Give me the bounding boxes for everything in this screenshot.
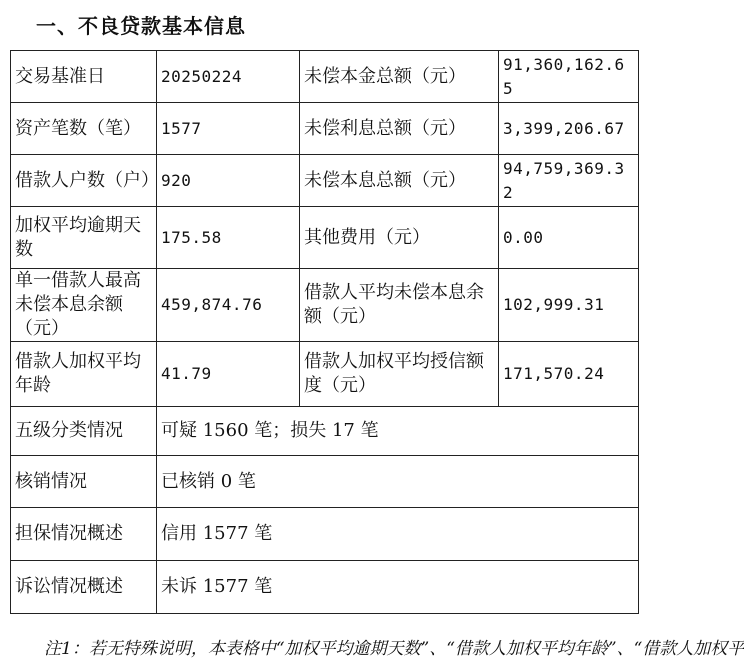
row-value: 41.79: [157, 342, 300, 407]
row-label: 交易基准日: [11, 51, 157, 103]
row-value: 可疑 1560 笔；损失 17 笔: [157, 407, 639, 456]
footnote: 注1：若无特殊说明，本表格中“加权平均逾期天数”、“借款人加权平均年龄”、“借款人加权平: [44, 639, 744, 659]
row-label: 借款人加权平均年龄: [11, 342, 157, 407]
row-value: 3,399,206.67: [499, 103, 639, 155]
table-row: [11, 155, 639, 207]
row-value: 信用 1577 笔: [157, 508, 639, 561]
row-value: 920: [157, 155, 300, 207]
row-label: 五级分类情况: [11, 407, 157, 456]
table-row: [11, 207, 639, 269]
row-label: 未偿本金总额（元）: [300, 51, 499, 103]
table-row: [11, 407, 639, 456]
row-value: 102,999.31: [499, 269, 639, 342]
row-value: 1577: [157, 103, 300, 155]
table-row: [11, 103, 639, 155]
loan-info-table: [10, 50, 639, 614]
row-label: 担保情况概述: [11, 508, 157, 561]
table-row: [11, 561, 639, 614]
row-label: 加权平均逾期天数: [11, 207, 157, 269]
row-label: 其他费用（元）: [300, 207, 499, 269]
row-value: 已核销 0 笔: [157, 456, 639, 508]
table-row: [11, 508, 639, 561]
row-label: 借款人户数（户）: [11, 155, 157, 207]
row-label: 借款人加权平均授信额度（元）: [300, 342, 499, 407]
table-row: [11, 51, 639, 103]
row-value: 0.00: [499, 207, 639, 269]
row-value: 91,360,162.65: [499, 51, 639, 103]
row-label: 未偿本息总额（元）: [300, 155, 499, 207]
row-value: 94,759,369.32: [499, 155, 639, 207]
row-label: 诉讼情况概述: [11, 561, 157, 614]
table-row: [11, 269, 639, 342]
row-value: 175.58: [157, 207, 300, 269]
row-label: 资产笔数（笔）: [11, 103, 157, 155]
row-value: 171,570.24: [499, 342, 639, 407]
row-label: 单一借款人最高未偿本息余额（元）: [11, 269, 157, 342]
section-title: 一、不良贷款基本信息: [36, 14, 246, 38]
row-value: 未诉 1577 笔: [157, 561, 639, 614]
row-value: 20250224: [157, 51, 300, 103]
row-label: 借款人平均未偿本息余额（元）: [300, 269, 499, 342]
row-value: 459,874.76: [157, 269, 300, 342]
table-row: [11, 456, 639, 508]
row-label: 未偿利息总额（元）: [300, 103, 499, 155]
table-row: [11, 342, 639, 407]
loan-info-table-wrap: [10, 50, 638, 614]
row-label: 核销情况: [11, 456, 157, 508]
